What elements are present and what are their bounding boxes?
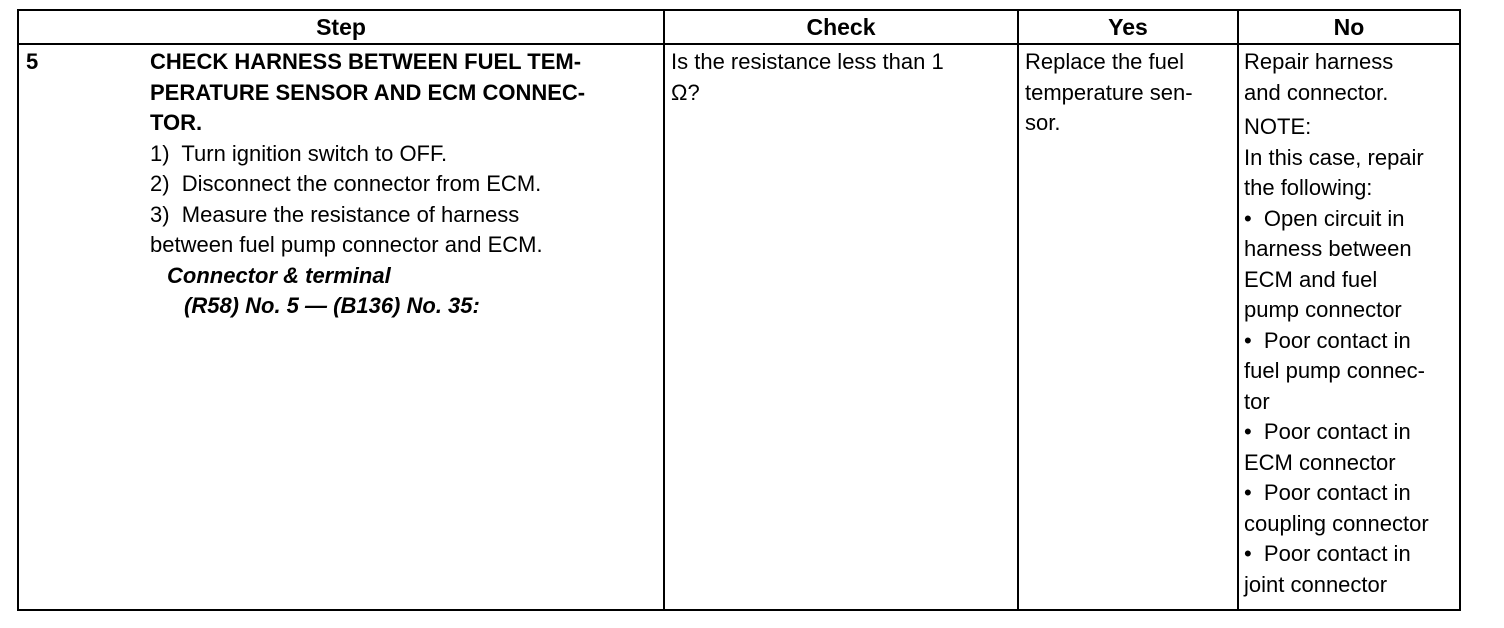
no-line: tor [1244,388,1270,414]
step-cell [18,44,664,610]
connector-label: Connector & terminal [167,262,391,288]
no-line: • Poor contact in [1244,541,1411,566]
header-step: Step [18,10,664,44]
header-yes: Yes [1018,10,1238,44]
step-instruction: 2) Disconnect the connector from ECM. [150,171,542,196]
no-cell [1238,44,1460,610]
check-line: Is the resistance less than 1 [671,49,944,74]
no-line: fuel pump connec- [1244,358,1425,383]
step-title-line: TOR. [150,110,203,135]
yes-cell [1018,44,1238,610]
step-body [150,47,663,322]
table-row [18,44,1460,610]
step-title-line: CHECK HARNESS BETWEEN FUEL TEM- [150,49,582,74]
no-line: the following: [1244,175,1373,200]
no-line: harness between [1244,236,1412,261]
header-no: No [1238,10,1460,44]
no-line: and connector. [1244,79,1389,105]
step-instruction: 1) Turn ignition switch to OFF. [150,140,448,166]
check-cell [664,44,1018,610]
step-title-line: PERATURE SENSOR AND ECM CONNEC- [150,79,586,105]
check-line: Ω? [671,79,700,105]
yes-line: sor. [1025,110,1061,135]
step-number: 5 [26,49,39,74]
no-line: ECM and fuel [1244,266,1378,292]
step-instruction: 3) Measure the resistance of harness [150,201,520,227]
no-line: In this case, repair [1244,144,1424,170]
no-line: Repair harness [1244,49,1394,74]
no-line: joint connector [1244,571,1388,597]
header-row [18,10,1460,44]
step-instruction: between fuel pump connector and ECM. [150,232,543,257]
diagnostic-table [17,9,1461,611]
yes-line: Replace the fuel [1025,49,1184,74]
no-line: • Poor contact in [1244,480,1411,505]
no-line: • Open circuit in [1244,205,1405,231]
yes-line: temperature sen- [1025,79,1193,105]
header-check: Check [664,10,1018,44]
connector-value: (R58) No. 5 — (B136) No. 35: [184,293,480,318]
note-label: NOTE: [1244,114,1312,139]
no-line: pump connector [1244,297,1402,322]
no-line: • Poor contact in [1244,327,1411,353]
no-line: • Poor contact in [1244,419,1411,444]
no-line: ECM connector [1244,449,1396,475]
no-line: coupling connector [1244,510,1429,536]
